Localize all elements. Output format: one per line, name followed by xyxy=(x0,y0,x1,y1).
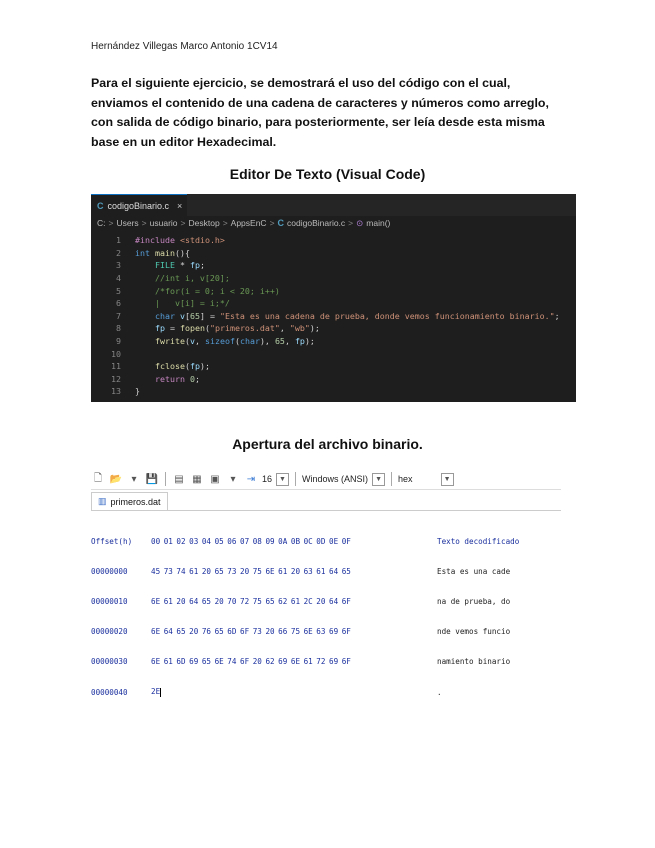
hex-row xyxy=(91,565,561,577)
columns-icon[interactable]: ⇥ xyxy=(246,473,256,485)
encoding-select[interactable]: Windows (ANSI) xyxy=(302,474,369,484)
tab-label: primeros.dat xyxy=(110,496,161,507)
line-number: 8 xyxy=(116,323,121,334)
row-bytes: 6E 61 6D 69 65 6E 74 6F 20 62 69 6E 61 72 69 6F xyxy=(151,657,351,667)
code-line xyxy=(91,234,576,247)
breadcrumb-item[interactable]: usuario xyxy=(149,218,178,228)
line-number: 12 xyxy=(111,373,121,384)
code-line xyxy=(91,272,576,285)
bytes-per-row-field[interactable]: 16 xyxy=(262,474,273,484)
code-text: FILE * fp; xyxy=(154,260,205,271)
open-folder-icon[interactable]: 📂 xyxy=(109,473,123,485)
row-text: nde vemos funcio xyxy=(437,627,511,637)
breadcrumb-item[interactable]: Desktop xyxy=(188,218,220,228)
code-text: //int i, v[20]; xyxy=(135,273,230,284)
vscode-tab-bar xyxy=(91,194,576,216)
line-number: 9 xyxy=(116,336,121,347)
properties-icon[interactable]: ▦ xyxy=(192,473,202,485)
vscode-screenshot xyxy=(91,194,576,402)
line-number: 3 xyxy=(116,260,121,271)
new-file-icon[interactable]: 🗋 xyxy=(93,472,103,484)
row-bytes: 2E xyxy=(151,687,161,697)
code-text: } xyxy=(135,386,140,397)
text-caret xyxy=(160,688,161,697)
code-text: /*for(i = 0; i < 20; i++) xyxy=(135,285,280,296)
code-text: char v[65] = "Esta es una cadena de prueba, donde vemos funcionamiento binario."; xyxy=(154,310,560,321)
code-text: | v[i] = i;*/ xyxy=(135,298,230,309)
row-text: Esta es una cade xyxy=(437,566,511,576)
hex-row xyxy=(91,595,561,607)
row-text: namiento binario xyxy=(437,657,511,667)
document-header: Hernández Villegas Marco Antonio 1CV14 xyxy=(91,41,278,52)
code-area[interactable] xyxy=(91,234,576,398)
chevron-down-icon[interactable]: ▼ xyxy=(441,473,454,486)
line-number: 6 xyxy=(116,298,121,309)
code-line xyxy=(91,322,576,335)
c-file-icon: C xyxy=(277,218,285,228)
code-text: return 0; xyxy=(154,373,200,384)
chevron-down-icon[interactable]: ▼ xyxy=(276,473,289,486)
breadcrumb-item[interactable]: AppsEnC xyxy=(230,218,267,228)
line-number: 2 xyxy=(116,247,121,258)
line-number: 1 xyxy=(116,235,121,246)
hex-row xyxy=(91,686,561,698)
hex-toolbar xyxy=(91,469,561,490)
line-number: 5 xyxy=(116,285,121,296)
save-icon[interactable]: 💾 xyxy=(145,473,159,485)
breadcrumb-item[interactable]: codigoBinario.c xyxy=(287,218,346,228)
code-line xyxy=(91,335,576,348)
row-bytes: 6E 61 20 64 65 20 70 72 75 65 62 61 2C 20 64 6F xyxy=(151,596,351,606)
row-bytes: 6E 64 65 20 76 65 6D 6F 73 20 66 75 6E 63 69 6F xyxy=(151,627,351,637)
file-icon: ▥ xyxy=(98,496,107,506)
breadcrumb-item[interactable]: Users xyxy=(116,218,139,228)
section-title-editor: Editor De Texto (Visual Code) xyxy=(229,166,426,182)
decoded-header: Texto decodificado xyxy=(437,536,520,546)
code-text: int main(){ xyxy=(135,247,190,258)
code-line xyxy=(91,347,576,360)
row-text: . xyxy=(437,687,442,697)
bytes-header: 00 01 02 03 04 05 06 07 08 09 0A 0B 0C 0D 0E 0F xyxy=(151,536,351,546)
code-line xyxy=(91,284,576,297)
hex-editor-screenshot xyxy=(91,469,561,697)
code-line xyxy=(91,360,576,373)
code-text: fp = fopen("primeros.dat", "wb"); xyxy=(154,323,320,334)
code-line xyxy=(91,247,576,260)
row-offset: 00000000 xyxy=(91,566,128,576)
row-offset: 00000040 xyxy=(91,687,128,697)
code-line xyxy=(91,259,576,272)
code-line xyxy=(91,385,576,398)
line-number: 11 xyxy=(111,361,121,372)
hex-row xyxy=(91,656,561,668)
row-text: na de prueba, do xyxy=(437,596,511,606)
row-offset: 00000030 xyxy=(91,657,128,667)
code-text: #include <stdio.h> xyxy=(135,235,225,246)
print-icon[interactable]: ▤ xyxy=(174,473,184,485)
hex-row xyxy=(91,626,561,638)
row-offset: 00000020 xyxy=(91,627,128,637)
window-icon[interactable]: ▣ xyxy=(210,473,220,485)
function-icon: ⊙ xyxy=(356,217,364,228)
code-line xyxy=(91,373,576,386)
breadcrumb-item[interactable]: C: xyxy=(97,218,106,228)
row-offset: 00000010 xyxy=(91,596,128,606)
hex-grid[interactable] xyxy=(91,517,561,716)
line-number: 4 xyxy=(116,273,121,284)
line-number: 10 xyxy=(111,348,121,359)
hex-header-row xyxy=(91,535,561,547)
tab-label: codigoBinario.c xyxy=(107,200,170,211)
section-title-binary: Apertura del archivo binario. xyxy=(232,436,423,452)
tab-primeros-dat[interactable] xyxy=(91,492,168,510)
code-text: fwrite(v, sizeof(char), 65, fp); xyxy=(154,336,315,347)
mode-select[interactable]: hex xyxy=(398,474,413,484)
code-line xyxy=(91,297,576,310)
line-number: 13 xyxy=(111,386,121,397)
line-number: 7 xyxy=(116,310,121,321)
dropdown-icon[interactable]: ▾ xyxy=(230,473,236,485)
code-line xyxy=(91,310,576,323)
chevron-down-icon[interactable]: ▼ xyxy=(372,473,385,486)
hex-tab-bar xyxy=(91,490,561,511)
row-bytes: 45 73 74 61 20 65 73 20 75 6E 61 20 63 61 64 65 xyxy=(151,566,351,576)
c-file-icon: C xyxy=(97,200,104,211)
save-icon[interactable]: ▾ xyxy=(131,473,137,485)
breadcrumb: C: > Users > usuario > Desktop > AppsEnC > C codigoBinario.c > ⊙ main() xyxy=(97,217,391,228)
vscode-file-tab[interactable] xyxy=(91,194,187,216)
intro-paragraph: Para el siguiente ejercicio, se demostrará el uso del código con el cual, enviamos el contenido de una cadena de caracteres y números como arreglo, con salida de código binario, para posteriormente, ser leía desde esta misma base en un editor Hexadecimal. xyxy=(91,76,549,149)
code-text: fclose(fp); xyxy=(154,361,210,372)
breadcrumb-item[interactable]: main() xyxy=(366,218,391,228)
offset-header: Offset(h) xyxy=(91,536,133,546)
close-icon[interactable]: × xyxy=(177,200,183,211)
